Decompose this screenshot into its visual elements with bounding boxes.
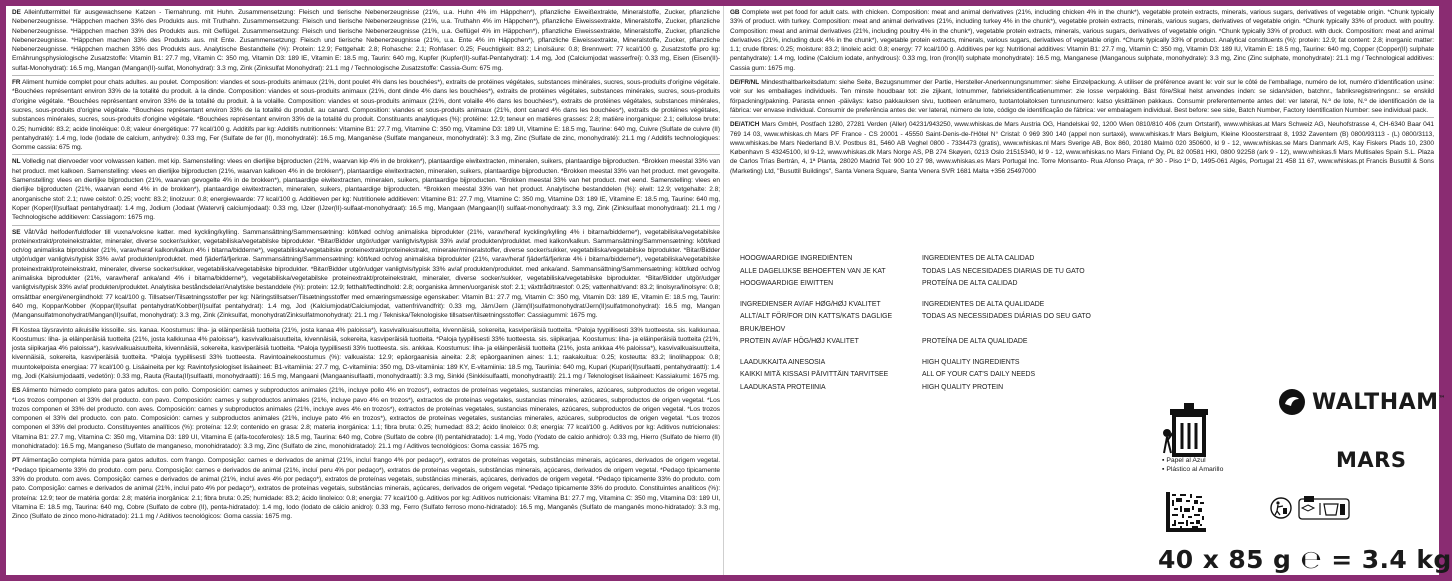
quality-claim: TODAS LAS NECESIDADES DIARIAS DE TU GATO — [922, 267, 1085, 275]
paper-square-icon: ▪ — [1162, 457, 1167, 464]
right-column — [730, 8, 1452, 574]
ingredient-block — [12, 78, 720, 152]
fr-triman-icon — [1298, 496, 1350, 520]
block-text: Mars GmbH, Postfach 1280, 27281 Verden (Aller) 04231/943250, www.whiskas.de Mars Austria OG, Handelskai 92, 1200 Wien 0810/810 406 (zum Ortstarif), www.whiskas.at Mars Schweiz AG, Neuhofstrasse 4, CH-6340 Baar 041 769 14 03, www.whiskas.ch Mars PF France - CS 20001 - 45550 Saint-Denis-de-l'Hôtel N° Cristal: 0 969 390 140 (appel non surtaxé), www.whiskas.fr Mars Belgium, Kleine Kloosterstraat 8, 1932 Zaventem (B) 0800/93113 - (L) 0800/3113, www.whiskas.be Mars Nederland B.V. Postbus 81, 5460 AB Veghel 0800 - 7334473 (gratis), www.whiskas.nl Mars Sverige AB, Box 860, 20180 Malmö 020 350600, kl 9 - 12, www.whiskas.se Mars Danmark A/S, Kay Fiskers Plads 10, 2300 København S 43245100, kl 9-12, www.whiskas.dk Mars Norge AS, PB 274 Skøyen, 0213 Oslo 21515340, kl 9 - 12, www.whiskas.no Mars Finland Oy, PL 82 00581 HKI, 0800 92258 (ark 9 - 12), www.whiskas.fi Mars Multisales Spain S.L. Plaza de Carlos Trías Bertrán, 4, 1ª Planta, 28020 Madrid Tel: 900 10 27 98, www.whiskas.es Mars Portugal Inc. Torre Monsanto- Rua Afonso Praça, nº 30 - Piso 1º D, 1495-061 Algés, Portugal 21 458 11 67, www.whiskas.pt Francis Busuttil & Sons (Marketing) Ltd, "Busuttil Buildings", Santa Venera Square, Santa Venera SVR 1681 Malta +356 25497000 — [730, 121, 1434, 175]
ingredient-block — [730, 120, 1434, 176]
block-divider — [12, 453, 720, 454]
quality-claim: INGREDIENTES DE ALTA CALIDAD — [922, 255, 1035, 262]
block-divider — [12, 154, 720, 155]
column-divider — [723, 6, 724, 575]
block-divider — [12, 75, 720, 76]
left-column — [12, 8, 720, 574]
ingredient-block — [12, 326, 720, 382]
quality-claim: HIGH QUALITY PROTEIN — [922, 383, 1004, 391]
waltham-text: WALTHAM — [1312, 389, 1439, 415]
language-code: NL — [12, 158, 21, 166]
block-text: Alleinfuttermittel für ausgewachsene Katzen - Tiernahrung. mit Huhn. Zusammensetzung: Fleisch und tierische Nebenerzeugnisse (21%, u.a. Huhn 4% im Häppchen*), pflanzliche Eiweißextrakte, Mineralstoffe, Zucker, pflanzliche Nebenerzeugnisse. *Häppchen machen 33% des Produkts aus. mit Truthahn. Zusammensetzung: Fleisch und tierische Nebenerzeugnisse (21%, u.a. Truthahn 4% im Häppchen*), pflanzliche Eiweissextrakte, Mineralstoffe, Zucker, pflanzliche Nebenerzeugnisse. *Häppchen machen 33% des Produkts aus. mit Geflügel. Zusammensetzung: Fleisch und tierische Nebenerzeugnisse (21%, u.a. Geflügel 4% im Häppchen*), pflanzliche Eiweissextrakte, Mineralstoffe, Zucker, pflanzliche Nebenerzeugnisse. *Häppchen machen 33% des Produkts aus. mit Ente. Zusammensetzung: Fleisch und tierische Nebenerzeugnisse (21%, u.a. Ente 4% im Häppchen*), pflanzliche Eiweissextrakte, Mineralstoffe, Zucker, pflanzliche Nebenerzeugnisse. *Häppchen machen 33% des Produkts aus. Analytische Bestandteile (%): Protein: 12.9; Fettgehalt: 2.8; Rohasche: 2.1; Rohfaser: 0.25; Feuchtigkeit: 83.2; Linolsäure: 0.8; Brennwert: 77 kcal/100 g. Zusatzstoffe pro kg: Ernährungsphysiologische Zusatzstoffe: Vitamin B1: 27.7 mg, Vitamin C: 350 mg, Vitamin D3: 189 IE, Vitamin E: 18.5 mg, Taurin: 640 mg, Kupfer (Kupfer(II)-sulfat-Pentahydrat): 1.4 mg, Jod (Calciumjodat wasserfrei): 0.33 mg, Eisen (Eisen(II)-sulfat-Monohydrat): 16.5 mg, Mangan (Mangan(II)-sulfat, Monohydrat): 3.3 mg, Zink (Zinksulfat Monohydrat): 21.1 mg / Technologische Zusatzstoffe: Cassia-Gum: 675 mg. — [12, 9, 720, 72]
ingredient-block — [12, 386, 720, 451]
quality-claim: HIGH QUALITY INGREDIENTS — [922, 358, 1020, 366]
logo-area — [1148, 380, 1447, 540]
ingredient-text — [12, 456, 720, 521]
ingredient-text — [12, 78, 720, 152]
language-code: SE — [12, 228, 21, 236]
waltham-logo — [1278, 388, 1446, 416]
ingredient-text — [12, 8, 720, 73]
quality-claim: LAADUKASTA PROTEIINIA — [740, 383, 826, 391]
block-divider — [730, 75, 1434, 76]
bin-caption — [1162, 457, 1223, 474]
quality-claim-row — [740, 278, 1240, 291]
ingredient-text — [12, 386, 720, 451]
quality-claim: PROTEÍNA DE ALTA CALIDAD — [922, 280, 1018, 287]
ingredient-block — [12, 157, 720, 222]
ingredient-text — [730, 8, 1434, 73]
quality-claim-row — [740, 266, 1240, 279]
quality-claim: TODAS AS NECESSIDADES DIÁRIAS DO SEU GATO — [922, 313, 1091, 320]
language-code: ES — [12, 387, 21, 395]
block-text: Complete wet pet food for adult cats. with chicken. Composition: meat and animal derivatives (21%, including chicken 4% in the chunk*), vegetable protein extracts, minerals, various sugars, derivatives of vegetable origin. *Chunk typically 33% of product. with turkey. Composition: meat and animal derivatives (21%, including turkey 4% in the chunk*), vegetable protein extracts, minerals, various sugars, derivatives of vegetable origin. *Chunk typically 33% of product. with poultry. Composition: meat and animal derivatives (21%, including poultry 4% in the chunk*), vegetable protein extracts, minerals, various sugars, derivatives of vegetable origin. *Chunk typically 33% of product. with duck. Composition: meat and animal derivatives (21%, including duck 4% in the chunk*), vegetable protein extracts, minerals, various sugars, derivatives of vegetable origin. *Chunk typically 33% of product. Analytical constituents (%): protein: 12.9; fat content: 2.8; inorganic matter: 1.1; crude fibres: 0.25; moisture: 83.2; linoleic acid: 0.8; energy: 77 kcal/100 g. Additives per kg: Nutritional additives: Vitamin B1: 27.7 mg, Vitamin C: 350 mg, Vitamin D3: 189 IU, Vitamin E: 18.5 mg, Taurine: 640 mg, Copper (Copper(II) sulphate pentahydrate): 1.4 mg, Iodine (Calcium iodate, anhydrous): 0.33 mg, Iron (Iron(II) sulphate monohydrate): 16.5 mg, Manganese (Manganous sulphate, monohydrate): 3.3 mg, Zinc (Zinc sulphate, monohydrate): 21.1 mg / Technological additives: Cassia gum: 1675 mg. — [730, 9, 1434, 72]
block-text: Våt/Våd helfoder/fuldfoder till vuxna/voksne katter. med kyckling/kylling. Sammansättning/Sammensætning: kött/kød och/og animaliska biprodukter (21%, varav/heraf kyckling/kylling 4% i bitarna/bidderne*), vegetabiliska/vegetabilske proteinextrakt/proteinekstrakter, mineraler, diverse socker/sukker, vegetabiliska/vegetabilske biprodukter. *Bitar/Bidder utgör/udgør vanligtvis/typisk 33% av/af produkten/produktet. med kalkon/kalkun. Sammansättning/Sammensætning: kött/kød och/og animaliska biprodukter (21%, varav/heraf kalkon/kalkun 4% i bitarna/bidderne*), vegetabiliska/vegetabilske proteinextrakt/proteinekstrakt, mineraler/mineralstoffer, diverse socker/sukker, vegetabiliska/vegetabilske biprodukter. *Bitar/Bidder utgör/udgør vanligtvis/typisk 33% av/af produkten/produktet. med fjäderfä/fjerkræ. Sammansättning/Sammensætning: kött/kød och/og animaliska biprodukter (21%, varav/heraf fjäderfä/fjerkræ 4% i bitarna/bidderne*), vegetabiliska/vegetabilske proteinextrakt/proteinekstrakt, mineraler, diverse socker/sukker, vegetabiliska/vegetabilske biprodukter. *Bitar/Bidder utgör/udgør vanligtvis/typisk 33% av/af produkten/produktet. med anka/and. Sammansättning/Sammensætning: kött/kød och/og animaliska biprodukter (21%, varav/heraf anka/and 4% i bitarna/bidderne*), vegetabiliska/vegetabilske proteinextrakt/proteinekstrakt, mineraler, diverse socker/sukker, vegetabiliska/vegetabilske biprodukter. *Bitar/Bidder utgör/udgør vanligtvis/typisk 33% av/af produkten/produktet. Analytiska beståndsdelar/Analytiske bestanddele (%): protein: 12.9; fetthalt/fedtindhold: 2.8; oorganiska ämnen/uorganisk stof: 2.1; växttråd/træstof: 0.25; vattenhalt/vand: 83.2; linolsyra/linolsyre: 0.8; omsättbar energi/energiindhold: 77 kcal/100 g. Tillsatser/Tilsætningsstoffer per kg: Näringstillsatser/Tilsætningsstoffer med ernæringsmæssige egenskaber: Vitamin B1: 27.7 mg, Vitamin C: 350 mg, Vitamin D3: 189 IE, Vitamin E: 18.5 mg, Taurin: 640 mg, Koppar/Kobber (Koppar(II)sulfat pentahydrat/Kobber(II)sulfat pentahydrat): 1.4 mg, Jod (Kalciumjodat/Calciumjodat, vattenfri/vandfrit): 0.33 mg, Järn/Jern (Järn(II)sulfatmonohydrat/Jern(II)sulfatmonohydrat): 16.5 mg, Mangan (Mangansulfatmonohydrat/Mangan(II)sulfat, monohydrat): 3.3 mg, Zink (Zinksulfat, monohydrat/Zinksulfatmonohydrat): 21.1 mg / Tekniska/Teknologiske tillsatser/tilsætningsstoffer: Cassiagummi: 1675 mg. — [12, 228, 720, 320]
language-code: GB — [730, 9, 740, 16]
quality-claim: HOOGWAARDIGE EIWITTEN — [740, 280, 834, 287]
quality-claim-row — [740, 299, 1240, 312]
ingredient-text — [730, 78, 1434, 115]
quality-claim-row — [740, 336, 1240, 349]
ingredient-block — [12, 8, 720, 73]
quality-claim-row — [740, 311, 1240, 336]
quality-claim: HOOGWAARDIGE INGREDIËNTEN — [740, 255, 853, 262]
language-code: DE/AT/CH — [730, 121, 760, 129]
block-divider — [730, 117, 1434, 118]
quality-claim: ALL OF YOUR CAT'S DAILY NEEDS — [922, 371, 1036, 378]
language-code: DE — [12, 9, 21, 16]
qr-code-icon — [1166, 492, 1206, 532]
quality-claim: PROTEIN AV/AF HÖG/HØJ KVALITET — [740, 338, 859, 345]
block-text: Mindesthaltbarkeitsdatum: siehe Seite, Bezugsnummer der Partie, Hersteller-Anerkennungsnummer: siehe Einzelpackung. A utiliser de préférence avant le: voir sur le côté de l'emballage, numéro de lot, numéro d'identification usine: voir sur les emballages individuels. Ten minste houdbaar tot: zie zijkant, lotnummer, fabrieksidentificatienummer: zie losse verpakking. Bäst före/Skal helst anvendes inden: se sidan/siden, batchnr., fabriksregistreringsnr.: se enskild förpackning/pakning. Parasta ennen -päiväys: katso pakkauksen sivu, tuotteen eränumero, tuotantolaitoksen tunnusnumero: katso yksittäinen pakkaus. Consumir preferentemente antes del: ver lateral, N.º de lote, N.º de identificación de la fábrica: ver envase individual. Consumir de preferência antes de: ver lateral, número de lote, código de identificação de fábrica: ver embalagem individual. Best before: see side, Batch Number, Factory Identification Number: see individual pack. — [730, 79, 1434, 114]
ingredient-text — [12, 228, 720, 321]
waltham-tm: ™ — [1438, 394, 1447, 403]
ingredient-block — [730, 78, 1434, 115]
quality-claim-group — [740, 299, 1240, 349]
block-text: Alimentação completa húmida para gatos adultos. com frango. Composição: carnes e derivados de animal (21%, incluí frango 4% por pedaço*), extratos de proteínas vegetais, substâncias minerais, açúcares, derivados de origem vegetal. *Pedaço tipicamente 33% do produto. com peru. Composição: carnes e derivados de animal (21%, incluí peru 4% por pedaço*), extratos de proteínas vegetais, substâncias minerais, açúcares, derivados de origem vegetal. *Pedaço tipicamente 33% do produto. com aves. Composição: carnes e derivados de animal (21%, incluí aves 4% por pedaço*), extratos de proteínas vegetais, substâncias minerais, açúcares, derivados de origem vegetal. *Pedaço tipicamente 33% do produto. com pato. Composição: carnes e derivados de animal (21%, incluí pato 4% por pedaço*), extratos de proteínas vegetais, substâncias minerais, açúcares, derivados de origem vegetal. *Pedaço tipicamente 33% do produto. Constituintes analíticos (%): proteína: 12.9; teor de matéria gorda: 2.8; matéria inorgânica: 2.1; fibra bruta: 0.25; humidade: 83.2; ácido linoleico: 0.8; energia: 77 kcal/100 g. Aditivos por kg: Aditivos nutricionais: Vitamina B1: 27.7 mg, Vitamina C: 350 mg, Vitamina D3: 189 UI, Vitamina E: 18.5 mg, Taurina: 640 mg, Cobre (Sulfato de cobre (II), penta-hidratado): 1.4 mg, Iodo (Iodato de cálcio anidro): 0.33 mg, Ferro (Sulfato ferroso mono-hidratado): 16.5 mg, Manganês (Sulfato de manganês mono-hidratado): 3.3 mg, Zinco (Sulfato de zinco mono-hidratado): 21.1 mg / Aditivos tecnológicos: Goma cassia: 1675 mg. — [12, 457, 720, 521]
waltham-wordmark — [1312, 390, 1446, 415]
quality-claim: ALLT/ALT FÖR/FOR DIN KATTS/KATS DAGLIGE BRUK/BEHOV — [740, 313, 893, 333]
recycle-bin-icon — [1162, 388, 1218, 468]
net-weight: 40 x 85 g ℮ = 3.4 kg — [1158, 545, 1452, 574]
ingredient-text — [12, 326, 720, 382]
language-code: FR — [12, 79, 21, 87]
block-divider — [12, 323, 720, 324]
quality-claim: LAADUKKAITA AINESOSIA — [740, 358, 826, 366]
quality-claim: ALLE DAGELIJKSE BEHOEFTEN VAN JE KAT — [740, 267, 886, 275]
ingredient-text — [730, 120, 1434, 176]
language-code: FI — [12, 326, 18, 334]
ingredient-block — [12, 456, 720, 521]
block-text: Volledig nat diervoeder voor volwassen katten. met kip. Samenstelling: vlees en dierlijke bijproducten (21%, waarvan kip 4% in de brokken*), plantaardige eiwitextracten, mineralen, suikers, plantaardige bijproducten. *Brokken meestal 33% van het product. met kalkoen. Samenstelling: vlees en dierlijke bijproducten (21%, waarvan kalkoen 4% in de brokken*), plantaardige eiwitextracten, mineralen, suikers, plantaardige bijproducten. *Brokken meestal 33% van het product. met gevogelte. Samenstelling: vlees en dierlijke bijproducten (21%, waarvan gevogelte 4% in de brokken*), plantaardige eiwitextracten, mineralen, suikers, plantaardige bijproducten. *Brokken meestal 33% van het product. met eend. Samenstelling: vlees en dierlijke bijproducten (21%, waarvan eend 4% in de brokken*), plantaardige eiwitextracten, mineralen, suikers, plantaardige bijproducten. *Brokken meestal 33% van het product. Analytische bestanddelen (%): eiwit: 12.9; vetgehalte: 2.8; anorganische stof: 2.1; ruwe celstof: 0.25; vocht: 83.2; linolzuur: 0.8; energiewaarde: 77 kcal/100 g. Additieven per kg: Nutritionele additieven: Vitamine B1: 27.7 mg, Vitamine C: 350 mg, Vitamine D3: 189 IE, Vitamine E: 18.5 mg, Taurine: 640 mg, Koper (Koper(II)sulfaat pentahydraat): 1.4 mg, Jodium (Jodaat (Watervrij calciumjodaat): 0.33 mg, IJzer (IJzer(II)-sulfaat-monohydraat): 16.5 mg, Mangaan (Mangaan(II) sulfaat-monohydraat): 3.3 mg, Zink (Zinksulfaat monohydraat): 21.1 mg / Technologische additieven: Cassiagom: 1675 mg. — [12, 158, 720, 222]
block-divider — [12, 383, 720, 384]
quality-claim: INGREDIENSER AV/AF HØG/HØJ KVALITET — [740, 300, 881, 308]
ingredient-block — [730, 8, 1434, 73]
waltham-emblem-icon — [1278, 388, 1306, 416]
ingredient-text — [12, 157, 720, 222]
recycling-marks — [1270, 496, 1350, 520]
tidyman-icon — [1270, 497, 1292, 519]
block-text: Kostea täysravinto aikuisille kissoille. sis. kanaa. Koostumus: liha- ja eläinperäisiä tuotteita (21%, josta kanaa 4% paloissa*), kasvivalkuaisuutteita, kivennäisiä, sokereita, kasviperäisiä tuotteita. *Paloja tyypillisesti 33% tuotteesta. sis. kalkkunaa. Koostumus: liha- ja eläinperäisiä tuotteita (21%, josta kalkkunaa 4% paloissa*), kasvivalkuaisuutteita, kivennäisiä, sokereita, kasviperäisiä tuotteita. *Paloja tyypillisesti 33% tuotteesta. sis. siipikarjaa. Koostumus: liha- ja eläinperäisiä tuotteita (21%, josta siipikarjaa 4% paloissa*), kasvivalkuaisuutteita, kivennäisiä, sokereita, kasviperäisiä tuotteita. *Paloja tyypillisesti 33% tuotteesta. sis. ankkaa. Koostumus: liha- ja eläinperäisiä tuotteita (21%, josta ankkaa 4% paloissa*), kasvivalkuaisuutteita, kivennäisiä, sokereita, kasviperäisiä tuotteita. *Paloja tyypillisesti 33% tuotteesta. Ravintoainekoostumus (%): valkuaista: 12.9; epäorgaanisia aineita: 2.8; epäorgaaninen aines: 1.1; raakakuitua: 0.25; kosteutta: 83.2; linolihappoa: 0.8; muuntokelpoista energiaa: 77 kcal/100 g. Lisäaineita per kg: Ravintofysiologiset lisäaineet: B1-vitamiinia: 27.7 mg, C-vitamiinia: 350 mg, D3-vitamiinia: 189 KY, E-vitamiinia: 18.5 mg, Tauriinia: 640 mg, Kupari (Kupari(II)sulfaatti, pentahydraatti): 1.4 mg, Jodi (Kalsiumjodaatti, vedetön): 0.33 mg, Rauta (Rauta(II)sulfaatti, monohydraatti): 16.5 mg, Mangaani (Mangaanisulfaatti, monohydraatti): 3.3 mg, Sinkki (Sinkkisulfaatti, monohydraatti): 21.1 mg / Teknologiset lisäaineet: Kassiakumi: 1675 mg. — [12, 326, 720, 380]
right-text-blocks — [730, 8, 1434, 176]
bin-caption-plastic: Plástico al Amarillo — [1166, 465, 1224, 473]
quality-claim: INGREDIENTES DE ALTA QUALIDADE — [922, 300, 1045, 308]
ingredient-block — [12, 228, 720, 321]
block-text: Aliment humide complet pour chats adultes. au poulet. Composition: viandes et sous-produits animaux (21%, dont poulet 4% dans les bouchées*), extraits de protéines végétales, substances minérales, sucres, sous-produits d'origine végétale. *Bouchées représentant environ 33% de la totalité du produit. à la dinde. Composition: viandes et sous-produits animaux (21%, dont dinde 4% dans les bouchées*), extraits de protéines végétales, substances minérales, sucres, sous-produits d'origine végétale. *Bouchées représentant environ 33% de la totalité du produit. à la volaille. Composition: viandes et sous-produits animaux (21%, dont volaille 4% dans les bouchées*), extraits de protéines végétales, substances minérales, sucres, sous-produits d'origine végétale. *Bouchées représentant environ 33% de la totalité du produit. au canard. Composition: viandes et sous-produits animaux (21%, dont canard 4% dans les bouchées*), extraits de protéines végétales, substances minérales, sucres, sous-produits d'origine végétale. *Bouchées représentant environ 33% de la totalité du produit. Constituants analytiques (%): protéine: 12.9; teneur en matières grasses: 2.8; matière inorganique: 2.1; cellulose brute: 0.25; humidité: 83.2; acide linoléique: 0.8; valeur énergétique: 77 kcal/100 g. Additifs par kg: Additifs nutritionnels: Vitamine B1: 27.7 mg, Vitamine C: 350 mg, Vitamine D3: 189 UI, Vitamine E: 18.5 mg, Taurine: 640 mg, Cuivre (Sulfate de cuivre (II) pentahydraté): 1.4 mg, Iode (Iodate de calcium, anhydre): 0.33 mg, Fer (Sulfate de fer (II), monohydraté): 16.5 mg, Manganèse (Sulfate manganeux, monohydraté): 3.3 mg, Zinc (Sulfate de zinc, monohydraté): 21.1 mg / Additifs technologiques: Gomme cassia: 675 mg. — [12, 79, 721, 152]
plastic-square-icon: ▪ — [1162, 465, 1167, 473]
language-code: PT — [12, 457, 21, 465]
language-code: DE/FR/NL — [730, 79, 760, 87]
quality-claim-row — [740, 253, 1240, 266]
quality-claim-group — [740, 253, 1240, 291]
block-text: Alimento húmedo completo para gatos adultos. con pollo. Composición: carnes y subproductos animales (21%, incluye pollo 4% en trozos*), extractos de proteínas vegetales, sustancias minerales, azúcares, subproductos de origen vegetal. *Los trozos componen el 33% del producto. con pavo. Composición: carnes y subproductos animales (21%, incluye pavo 4% en trozos*), extractos de proteínas vegetales, sustancias minerales, azúcares, subproductos de origen vegetal. *Los trozos componen el 33% del producto. con aves. Composición: carnes y subproductos animales (21%, incluye aves 4% en trozos*), extractos de proteínas vegetales, sustancias minerales, azúcares, subproductos de origen vegetal. *Los trozos componen el 33% del producto. con pato. Composición: carnes y subproductos animales (21%, incluye pato 4% en trozos*), extractos de proteínas vegetales, sustancias minerales, azúcares, subproductos de origen vegetal. *Los trozos componen el 33% del producto. Constituyentes analíticos (%): proteína: 12.9; contenido en grasa: 2.8; materia inorgánica: 1.1; fibra bruta: 0.25; humedad: 83.2; ácido linoleico: 0.8; energía: 77 kcal/100 g. Aditivos por kg: Aditivos nutricionales: Vitamina B1: 27.7 mg, Vitamina C: 350 mg, Vitamina D3: 189 UI, Vitamina E (alfa-tocoferoles): 18.5 mg, Taurina: 640 mg, Cobre (Sulfato de cobre (II) pentahidratado): 1.4 mg, Yodo (Yodato de calcio anhidro): 0.33 mg, Hierro (Sulfato de hierro (II) monohidratado): 16.5 mg, Manganeso (Sulfato de manganeso, monohidratado): 3.3 mg, Zinc (Sulfato de zinc, monohidratado): 21.1 mg / Aditivos tecnológicos: Goma cassia: 1675 mg. — [12, 387, 720, 451]
quality-claim: KAIKKI MITÄ KISSASI PÄIVITTÄIN TARVITSEE — [740, 371, 889, 378]
quality-claim: PROTEÍNA DE ALTA QUALIDADE — [922, 338, 1028, 345]
quality-claim-row — [740, 357, 1240, 370]
label-panel — [6, 6, 1452, 575]
bin-caption-paper: Papel al Azul — [1166, 457, 1206, 464]
mars-logo: MARS — [1336, 448, 1407, 472]
block-divider — [12, 225, 720, 226]
